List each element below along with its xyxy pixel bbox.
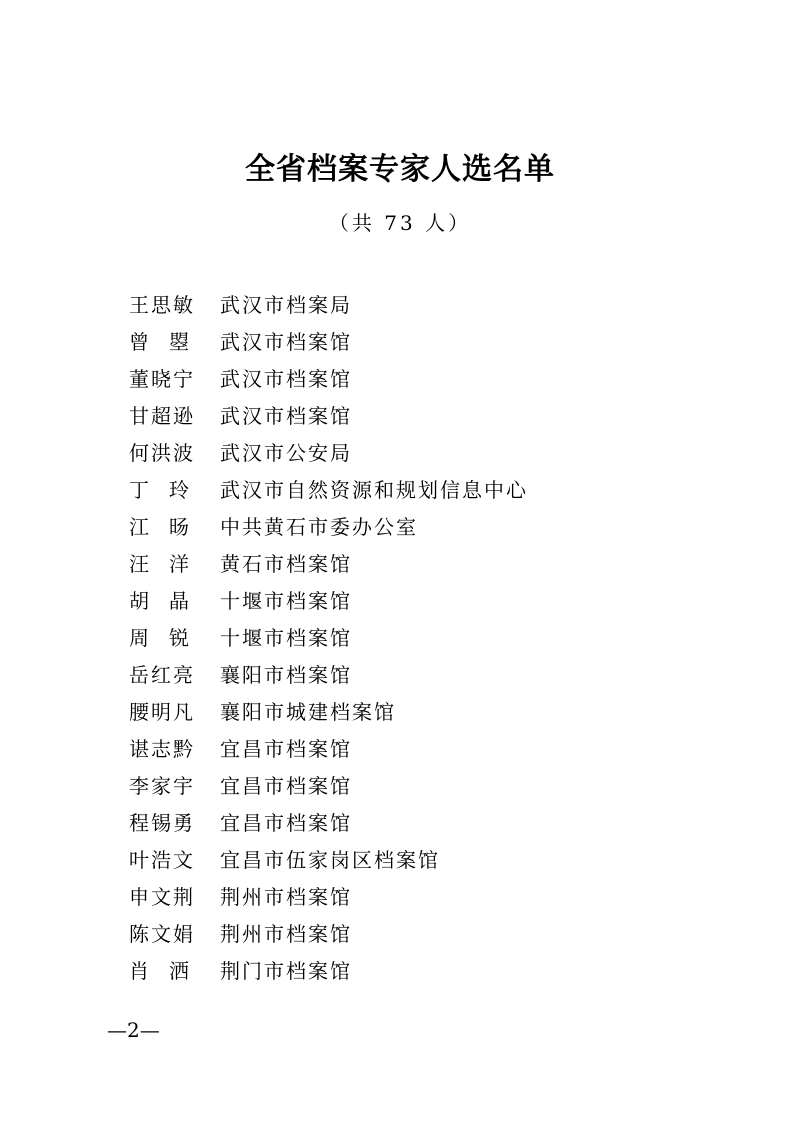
person-organization: 武汉市档案馆 xyxy=(220,404,352,428)
person-organization: 襄阳市城建档案馆 xyxy=(220,700,396,724)
person-name: 陈文娟 xyxy=(129,922,195,946)
list-item xyxy=(0,397,793,434)
list-item xyxy=(0,471,793,508)
list-item xyxy=(0,286,793,323)
person-organization: 襄阳市档案馆 xyxy=(220,663,352,687)
list-item xyxy=(0,693,793,730)
list-item xyxy=(0,434,793,471)
person-name: 谌志黔 xyxy=(129,737,195,761)
person-organization: 黄石市档案馆 xyxy=(220,552,352,576)
person-organization: 武汉市档案馆 xyxy=(220,367,352,391)
list-item xyxy=(0,508,793,545)
person-name: 申文荆 xyxy=(129,885,195,909)
person-name: 江 旸 xyxy=(129,515,189,539)
person-name: 岳红亮 xyxy=(129,663,195,687)
person-name: 董晓宁 xyxy=(129,367,195,391)
person-organization: 武汉市档案馆 xyxy=(220,330,352,354)
person-name: 何洪波 xyxy=(129,441,195,465)
list-item xyxy=(0,915,793,952)
person-name: 甘超逊 xyxy=(129,404,195,428)
document-title: 全省档案专家人选名单 xyxy=(245,152,555,187)
person-organization: 宜昌市档案馆 xyxy=(220,774,352,798)
person-organization: 武汉市档案局 xyxy=(220,293,352,317)
person-name: 丁 玲 xyxy=(129,478,189,502)
person-organization: 十堰市档案馆 xyxy=(220,589,352,613)
person-name: 王思敏 xyxy=(129,293,195,317)
person-organization: 中共黄石市委办公室 xyxy=(220,515,418,539)
person-name: 周 锐 xyxy=(129,626,189,650)
person-organization: 荆州市档案馆 xyxy=(220,922,352,946)
person-organization: 武汉市自然资源和规划信息中心 xyxy=(220,478,528,502)
list-item xyxy=(0,656,793,693)
person-name: 肖 洒 xyxy=(129,959,189,983)
list-item xyxy=(0,360,793,397)
person-organization: 宜昌市伍家岗区档案馆 xyxy=(220,848,440,872)
list-item xyxy=(0,804,793,841)
person-organization: 荆州市档案馆 xyxy=(220,885,352,909)
person-name: 程锡勇 xyxy=(129,811,195,835)
list-item xyxy=(0,582,793,619)
list-item xyxy=(0,619,793,656)
person-name: 李家宇 xyxy=(129,774,195,798)
list-item xyxy=(0,878,793,915)
person-organization: 荆门市档案馆 xyxy=(220,959,352,983)
person-name: 腰明凡 xyxy=(129,700,195,724)
person-organization: 武汉市公安局 xyxy=(220,441,352,465)
person-organization: 宜昌市档案馆 xyxy=(220,811,352,835)
person-name: 叶浩文 xyxy=(129,848,195,872)
list-item xyxy=(0,545,793,582)
person-organization: 十堰市档案馆 xyxy=(220,626,352,650)
list-item xyxy=(0,323,793,360)
document-subtitle: （共 73 人） xyxy=(328,211,472,235)
list-item xyxy=(0,952,793,989)
list-item xyxy=(0,841,793,878)
list-item xyxy=(0,730,793,767)
page-number: —2— xyxy=(107,1018,160,1042)
person-name: 汪 洋 xyxy=(129,552,189,576)
person-name: 曾 曌 xyxy=(129,330,189,354)
expert-list xyxy=(0,286,793,989)
person-organization: 宜昌市档案馆 xyxy=(220,737,352,761)
person-name: 胡 晶 xyxy=(129,589,189,613)
list-item xyxy=(0,767,793,804)
